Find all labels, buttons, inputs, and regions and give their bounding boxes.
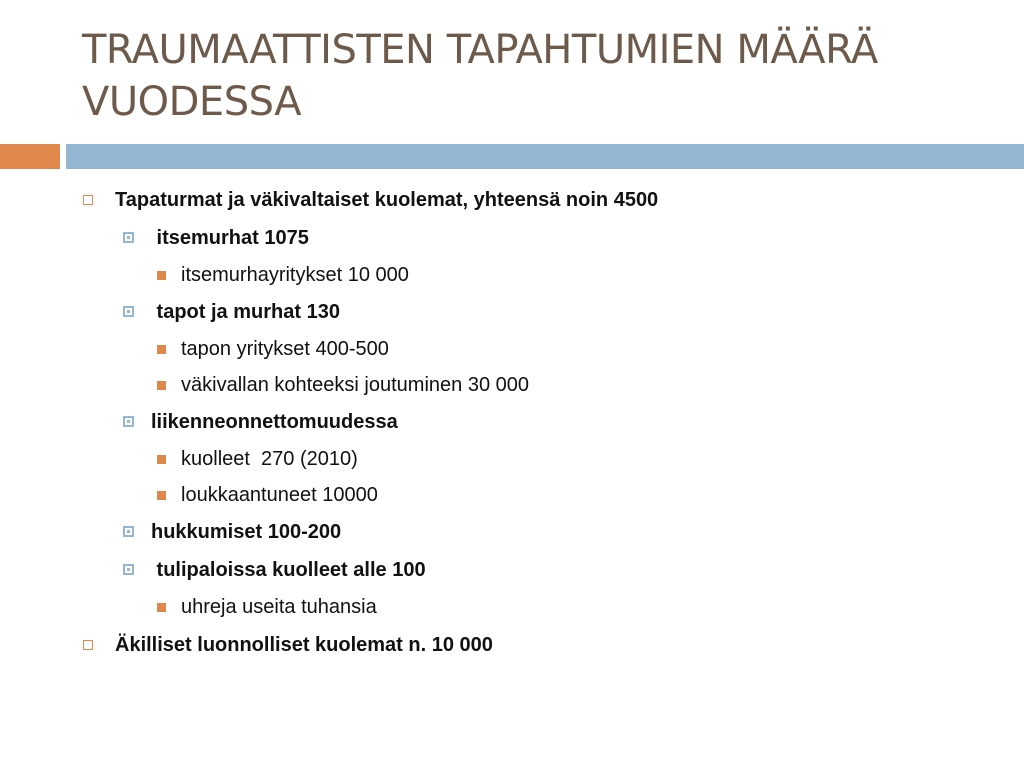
hollow-square-bullet-icon — [83, 640, 93, 650]
bullet-text: tapon yritykset 400-500 — [181, 338, 389, 360]
bullet-text: tapot ja murhat 130 — [151, 301, 340, 323]
bullet-level-2 — [0, 222, 1024, 258]
bullet-text: liikenneonnettomuudessa — [151, 411, 398, 433]
bullet-level-2 — [0, 516, 1024, 552]
slide-title — [82, 24, 982, 128]
bullet-level-3 — [0, 333, 1024, 369]
bullet-level-1 — [0, 184, 1024, 220]
slide-title-line-2: VUODESSA — [82, 79, 302, 125]
bullet-text: uhreja useita tuhansia — [181, 596, 377, 618]
filled-square-bullet-icon — [157, 491, 166, 500]
bullet-level-2 — [0, 554, 1024, 590]
bullet-text: itsemurhayritykset 10 000 — [181, 264, 409, 286]
title-rule-accent — [0, 144, 60, 169]
framed-square-bullet-icon — [123, 232, 134, 243]
bullet-level-3 — [0, 591, 1024, 627]
bullet-text: kuolleet 270 (2010) — [181, 448, 358, 470]
bullet-text: itsemurhat 1075 — [151, 227, 309, 249]
bullet-level-2 — [0, 296, 1024, 332]
hollow-square-bullet-icon — [83, 195, 93, 205]
bullet-level-3 — [0, 443, 1024, 479]
bullet-text: Tapaturmat ja väkivaltaiset kuolemat, yhteensä noin 4500 — [115, 189, 659, 211]
filled-square-bullet-icon — [157, 381, 166, 390]
filled-square-bullet-icon — [157, 271, 166, 280]
framed-square-bullet-icon — [123, 564, 134, 575]
filled-square-bullet-icon — [157, 455, 166, 464]
framed-square-bullet-icon — [123, 416, 134, 427]
bullet-level-2 — [0, 406, 1024, 442]
title-rule-bar — [66, 144, 1024, 169]
bullet-level-3 — [0, 479, 1024, 515]
bullet-level-1 — [0, 629, 1024, 665]
slide-title-line-1: TRAUMAATTISTEN TAPAHTUMIEN MÄÄRÄ — [82, 27, 878, 73]
bullet-text: tulipaloissa kuolleet alle 100 — [151, 559, 426, 581]
bullet-text: loukkaantuneet 10000 — [181, 484, 378, 506]
filled-square-bullet-icon — [157, 345, 166, 354]
bullet-level-3 — [0, 259, 1024, 295]
bullet-text: väkivallan kohteeksi joutuminen 30 000 — [181, 374, 529, 396]
bullet-text: Äkilliset luonnolliset kuolemat n. 10 000 — [115, 634, 493, 656]
framed-square-bullet-icon — [123, 526, 134, 537]
framed-square-bullet-icon — [123, 306, 134, 317]
bullet-text: hukkumiset 100-200 — [151, 521, 342, 543]
filled-square-bullet-icon — [157, 603, 166, 612]
bullet-level-3 — [0, 369, 1024, 405]
